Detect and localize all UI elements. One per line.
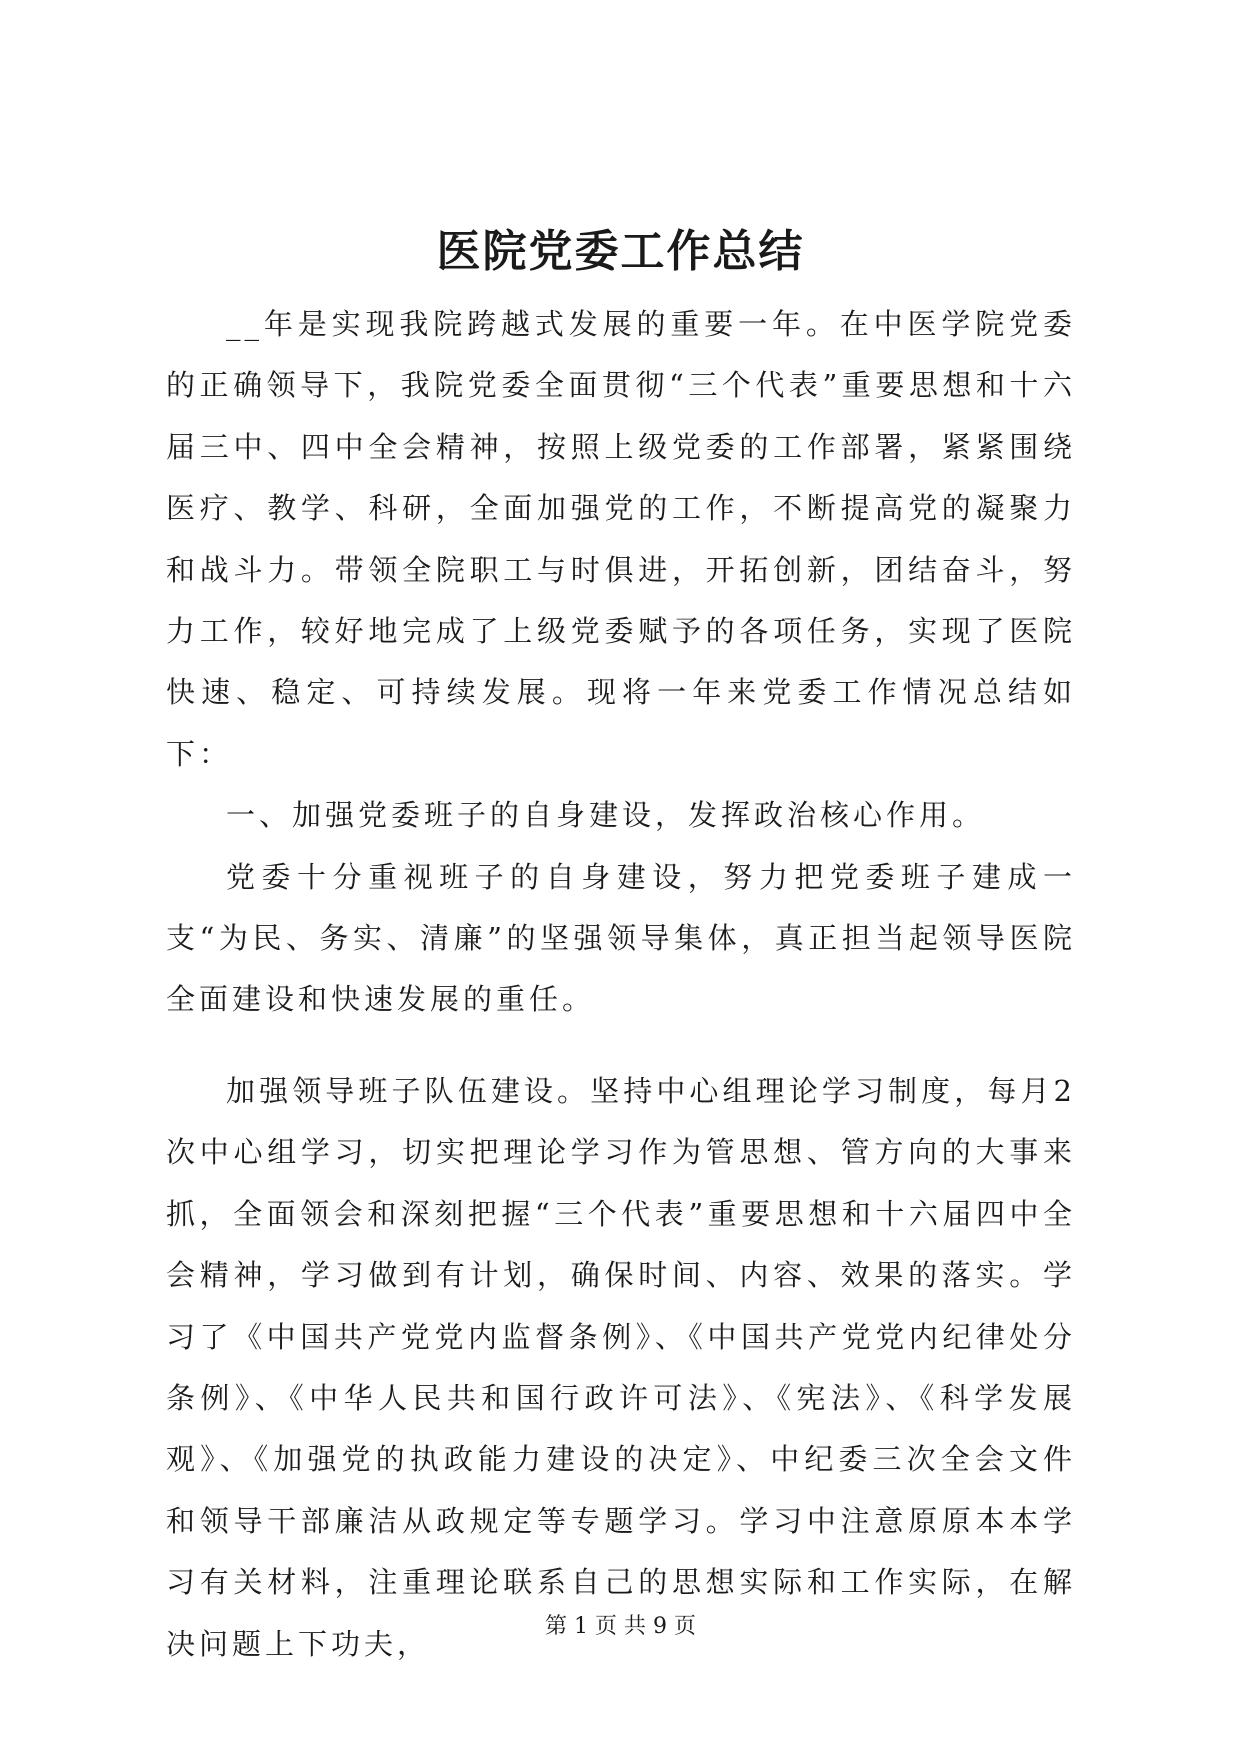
page-footer (0, 1612, 1241, 1642)
paragraph-section-heading: 一、加强党委班子的自身建设，发挥政治核心作用。 (226, 798, 986, 833)
paragraph-intro: __年是实现我院跨越式发展的重要一年。在中医学院党委的正确领导下，我院党委全面贯彻“三个代表”重要思想和十六届三中、四中全会精神，按照上级党委的工作部署，紧紧围绕医疗、教学、科研，全面加强党的工作，不断提高党的凝聚力和战斗力。带领全院职工与时俱进，开拓创新，团结奋斗，努力工作，较好地完成了上级党委赋予的各项任务，实现了医院快速、稳定、可持续发展。现将一年来党委工作情况总结如下： (166, 307, 1076, 771)
document-body (166, 294, 1076, 1675)
page-number: 第 1 页 共 9 页 (545, 1614, 696, 1639)
paragraph-gap (166, 1031, 1076, 1061)
paragraph-team-building: 党委十分重视班子的自身建设，努力把党委班子建成一支“为民、务实、清廉”的坚强领导集体，真正担当起领导医院全面建设和快速发展的重任。 (166, 859, 1076, 1017)
document-title: 医院党委工作总结 (436, 226, 805, 277)
paragraph-leadership-study: 加强领导班子队伍建设。坚持中心组理论学习制度，每月2次中心组学习，切实把理论学习作为管思想、管方向的大事来抓，全面领会和深刻把握“三个代表”重要思想和十六届四中全会精神，学习做到有计划，确保时间、内容、效果的落实。学习了《中国共产党党内监督条例》、《中国共产党党内纪律处分条例》、《中华人民共和国行政许可法》、《宪法》、《科学发展观》、《加强党的执政能力建设的决定》、中纪委三次全会文件和领导干部廉洁从政规定等专题学习。学习中注意原原本本学习有关材料，注重理论联系自己的思想实际和工作实际，在解决问题上下功夫， (166, 1073, 1076, 1661)
